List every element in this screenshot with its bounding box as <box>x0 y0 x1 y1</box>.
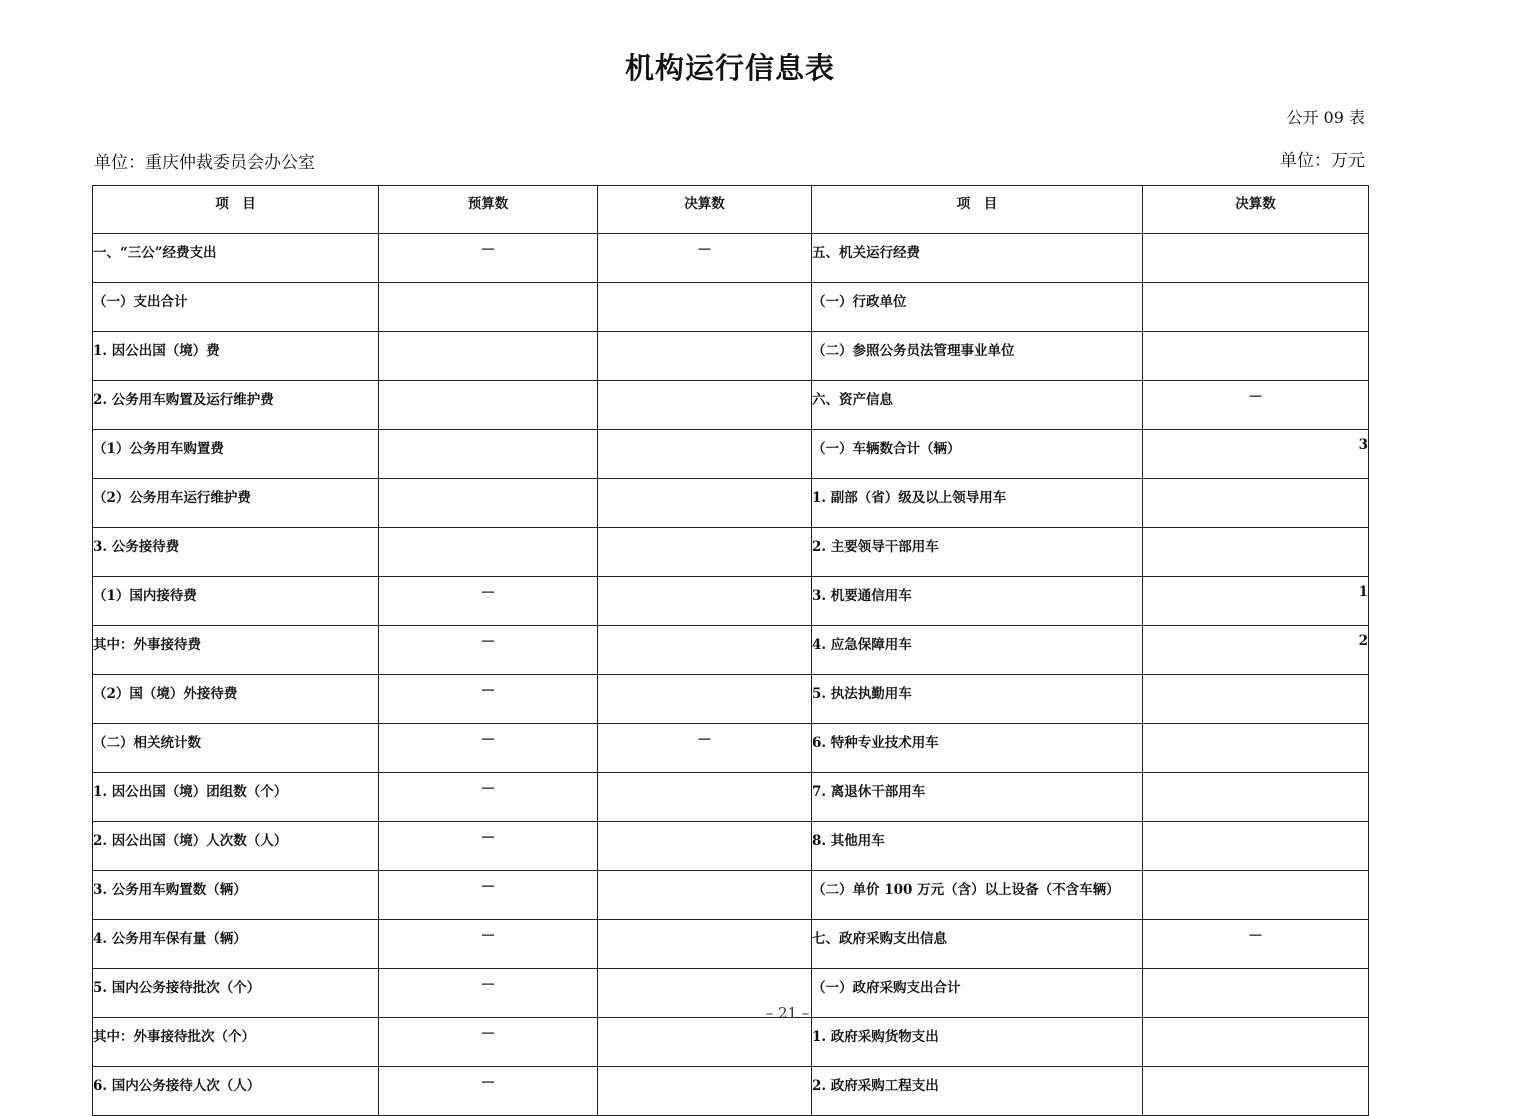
budget-cell: — <box>379 1067 598 1116</box>
right-item-cell: 七、政府采购支出信息 <box>812 920 1143 969</box>
left-item-cell: 3. 公务用车购置数（辆） <box>93 871 379 920</box>
final-left-cell <box>598 626 812 675</box>
header-item-right: 项 目 <box>812 186 1143 234</box>
table-row <box>93 577 1369 626</box>
right-item-cell: 1. 政府采购货物支出 <box>812 1018 1143 1067</box>
table-row <box>93 234 1369 283</box>
left-item-cell: （2）国（境）外接待费 <box>93 675 379 724</box>
left-item-cell: （1）国内接待费 <box>93 577 379 626</box>
table-header-row <box>93 186 1369 234</box>
page-title: 机构运行信息表 <box>624 51 835 85</box>
table-row <box>93 920 1369 969</box>
final-left-cell: — <box>598 234 812 283</box>
left-item-cell: 1. 因公出国（境）团组数（个） <box>93 773 379 822</box>
right-item-cell: 6. 特种专业技术用车 <box>812 724 1143 773</box>
final-left-cell <box>598 332 812 381</box>
right-item-cell: 2. 主要领导干部用车 <box>812 528 1143 577</box>
budget-cell <box>379 528 598 577</box>
final-right-cell <box>1143 822 1369 871</box>
right-item-cell: 5. 执法执勤用车 <box>812 675 1143 724</box>
table-row <box>93 381 1369 430</box>
right-item-cell: 3. 机要通信用车 <box>812 577 1143 626</box>
left-item-cell: （1）公务用车购置费 <box>93 430 379 479</box>
final-right-cell: 3 <box>1143 430 1369 479</box>
budget-cell: — <box>379 1018 598 1067</box>
budget-cell: — <box>379 822 598 871</box>
final-left-cell <box>598 381 812 430</box>
header-final-left: 决算数 <box>598 186 812 234</box>
table-row <box>93 430 1369 479</box>
budget-cell: — <box>379 675 598 724</box>
final-right-cell <box>1143 283 1369 332</box>
final-right-cell <box>1143 528 1369 577</box>
final-left-cell <box>598 871 812 920</box>
currency-unit: 单位：万元 <box>1280 151 1365 171</box>
left-item-cell: （2）公务用车运行维护费 <box>93 479 379 528</box>
header-final-right: 决算数 <box>1143 186 1369 234</box>
table-row <box>93 283 1369 332</box>
final-right-cell <box>1143 234 1369 283</box>
final-right-cell <box>1143 871 1369 920</box>
table-row <box>93 675 1369 724</box>
table-row <box>93 1018 1369 1067</box>
budget-cell: — <box>379 920 598 969</box>
final-left-cell <box>598 283 812 332</box>
table-row <box>93 479 1369 528</box>
table-body <box>93 234 1369 1116</box>
final-right-cell <box>1143 724 1369 773</box>
left-item-cell: 2. 公务用车购置及运行维护费 <box>93 381 379 430</box>
budget-cell: — <box>379 626 598 675</box>
table-row <box>93 626 1369 675</box>
final-left-cell <box>598 479 812 528</box>
budget-cell <box>379 381 598 430</box>
table-row <box>93 332 1369 381</box>
budget-cell: — <box>379 773 598 822</box>
final-left-cell <box>598 1067 812 1116</box>
left-item-cell: 2. 因公出国（境）人次数（人） <box>93 822 379 871</box>
right-item-cell: （一）政府采购支出合计 <box>812 969 1143 1018</box>
final-left-cell <box>598 1018 812 1067</box>
final-right-cell: — <box>1143 920 1369 969</box>
right-item-cell: （二）参照公务员法管理事业单位 <box>812 332 1143 381</box>
left-item-cell: 其中：外事接待费 <box>93 626 379 675</box>
table-row <box>93 773 1369 822</box>
final-right-cell <box>1143 1018 1369 1067</box>
right-item-cell: （二）单价 100 万元（含）以上设备（不含车辆） <box>812 871 1143 920</box>
final-right-cell <box>1143 1067 1369 1116</box>
final-left-cell <box>598 920 812 969</box>
final-left-cell <box>598 528 812 577</box>
operation-info-table <box>92 185 1369 1116</box>
budget-cell: — <box>379 724 598 773</box>
final-right-cell <box>1143 773 1369 822</box>
final-left-cell <box>598 430 812 479</box>
left-item-cell: 3. 公务接待费 <box>93 528 379 577</box>
final-right-cell <box>1143 675 1369 724</box>
budget-cell <box>379 479 598 528</box>
final-left-cell <box>598 773 812 822</box>
budget-cell <box>379 430 598 479</box>
page-number: – 21 – <box>765 1004 810 1022</box>
left-item-cell: 一、“三公”经费支出 <box>93 234 379 283</box>
table-row <box>93 822 1369 871</box>
budget-cell: — <box>379 871 598 920</box>
right-item-cell: 1. 副部（省）级及以上领导用车 <box>812 479 1143 528</box>
final-right-cell: 1 <box>1143 577 1369 626</box>
budget-cell: — <box>379 234 598 283</box>
budget-cell: — <box>379 969 598 1018</box>
left-item-cell: （二）相关统计数 <box>93 724 379 773</box>
organization-unit: 单位：重庆仲裁委员会办公室 <box>94 153 315 173</box>
budget-cell <box>379 332 598 381</box>
table-row <box>93 871 1369 920</box>
header-budget: 预算数 <box>379 186 598 234</box>
final-right-cell: — <box>1143 381 1369 430</box>
budget-cell: — <box>379 577 598 626</box>
table-row <box>93 528 1369 577</box>
left-item-cell: 5. 国内公务接待批次（个） <box>93 969 379 1018</box>
right-item-cell: 六、资产信息 <box>812 381 1143 430</box>
budget-cell <box>379 283 598 332</box>
right-item-cell: 8. 其他用车 <box>812 822 1143 871</box>
final-right-cell: 2 <box>1143 626 1369 675</box>
right-item-cell: 2. 政府采购工程支出 <box>812 1067 1143 1116</box>
right-item-cell: 五、机关运行经费 <box>812 234 1143 283</box>
left-item-cell: 其中：外事接待批次（个） <box>93 1018 379 1067</box>
final-left-cell: — <box>598 724 812 773</box>
left-item-cell: （一）支出合计 <box>93 283 379 332</box>
right-item-cell: （一）行政单位 <box>812 283 1143 332</box>
right-item-cell: （一）车辆数合计（辆） <box>812 430 1143 479</box>
left-item-cell: 6. 国内公务接待人次（人） <box>93 1067 379 1116</box>
table-row <box>93 724 1369 773</box>
form-number: 公开 09 表 <box>1286 108 1365 127</box>
final-right-cell <box>1143 479 1369 528</box>
final-left-cell <box>598 577 812 626</box>
final-left-cell <box>598 822 812 871</box>
table-row <box>93 1067 1369 1116</box>
left-item-cell: 4. 公务用车保有量（辆） <box>93 920 379 969</box>
final-right-cell <box>1143 332 1369 381</box>
header-item-left: 项 目 <box>93 186 379 234</box>
final-left-cell <box>598 675 812 724</box>
left-item-cell: 1. 因公出国（境）费 <box>93 332 379 381</box>
right-item-cell: 7. 离退休干部用车 <box>812 773 1143 822</box>
right-item-cell: 4. 应急保障用车 <box>812 626 1143 675</box>
